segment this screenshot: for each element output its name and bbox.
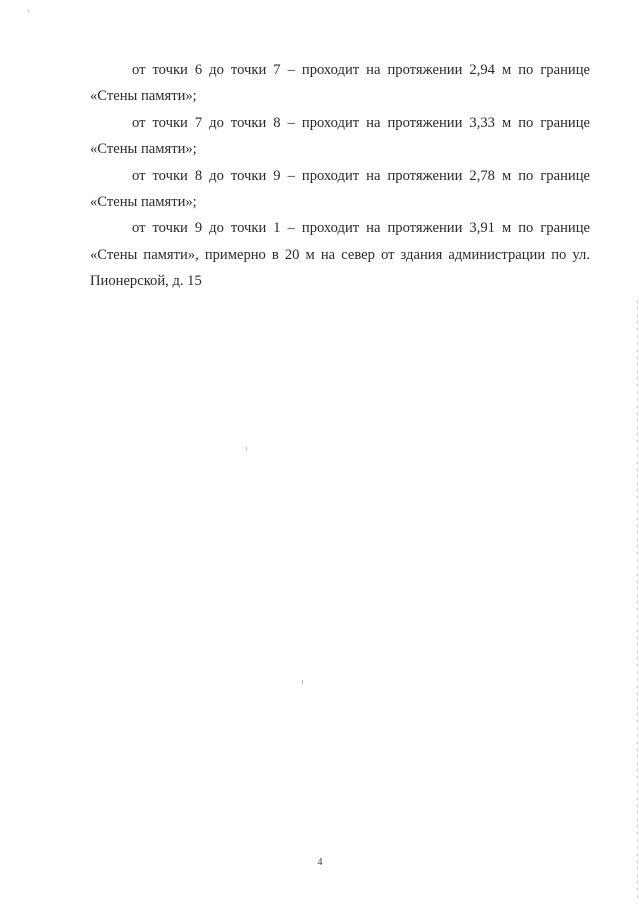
- scan-edge-artifact: [637, 300, 638, 900]
- paragraph-text: от точки 8 до точки 9 – проходит на протяжении 2,78 м по границе «Стены памяти»;: [90, 167, 590, 211]
- paragraph-segment-8-9: [90, 163, 590, 216]
- paragraph-segment-7-8: [90, 110, 590, 163]
- paragraph-text: от точки 9 до точки 1 – проходит на протяжении 3,91 м по границе «Стены памяти», примерно в 20 м на север от здания администрации по ул. Пионерской, д. 15: [90, 220, 590, 290]
- page-number: 4: [317, 857, 323, 868]
- paragraph-text: от точки 6 до точки 7 – проходит на протяжении 2,94 м по границе «Стены памяти»;: [90, 62, 590, 105]
- paragraph-text: от точки 7 до точки 8 – проходит на протяжении 3,33 м по границе «Стены памяти»;: [90, 114, 590, 158]
- document-body: [90, 57, 590, 295]
- scan-speck: [302, 680, 303, 684]
- scan-speck: [28, 10, 29, 12]
- scan-speck: [246, 447, 247, 450]
- paragraph-segment-9-1: [90, 215, 590, 294]
- paragraph-segment-6-7: [90, 57, 590, 110]
